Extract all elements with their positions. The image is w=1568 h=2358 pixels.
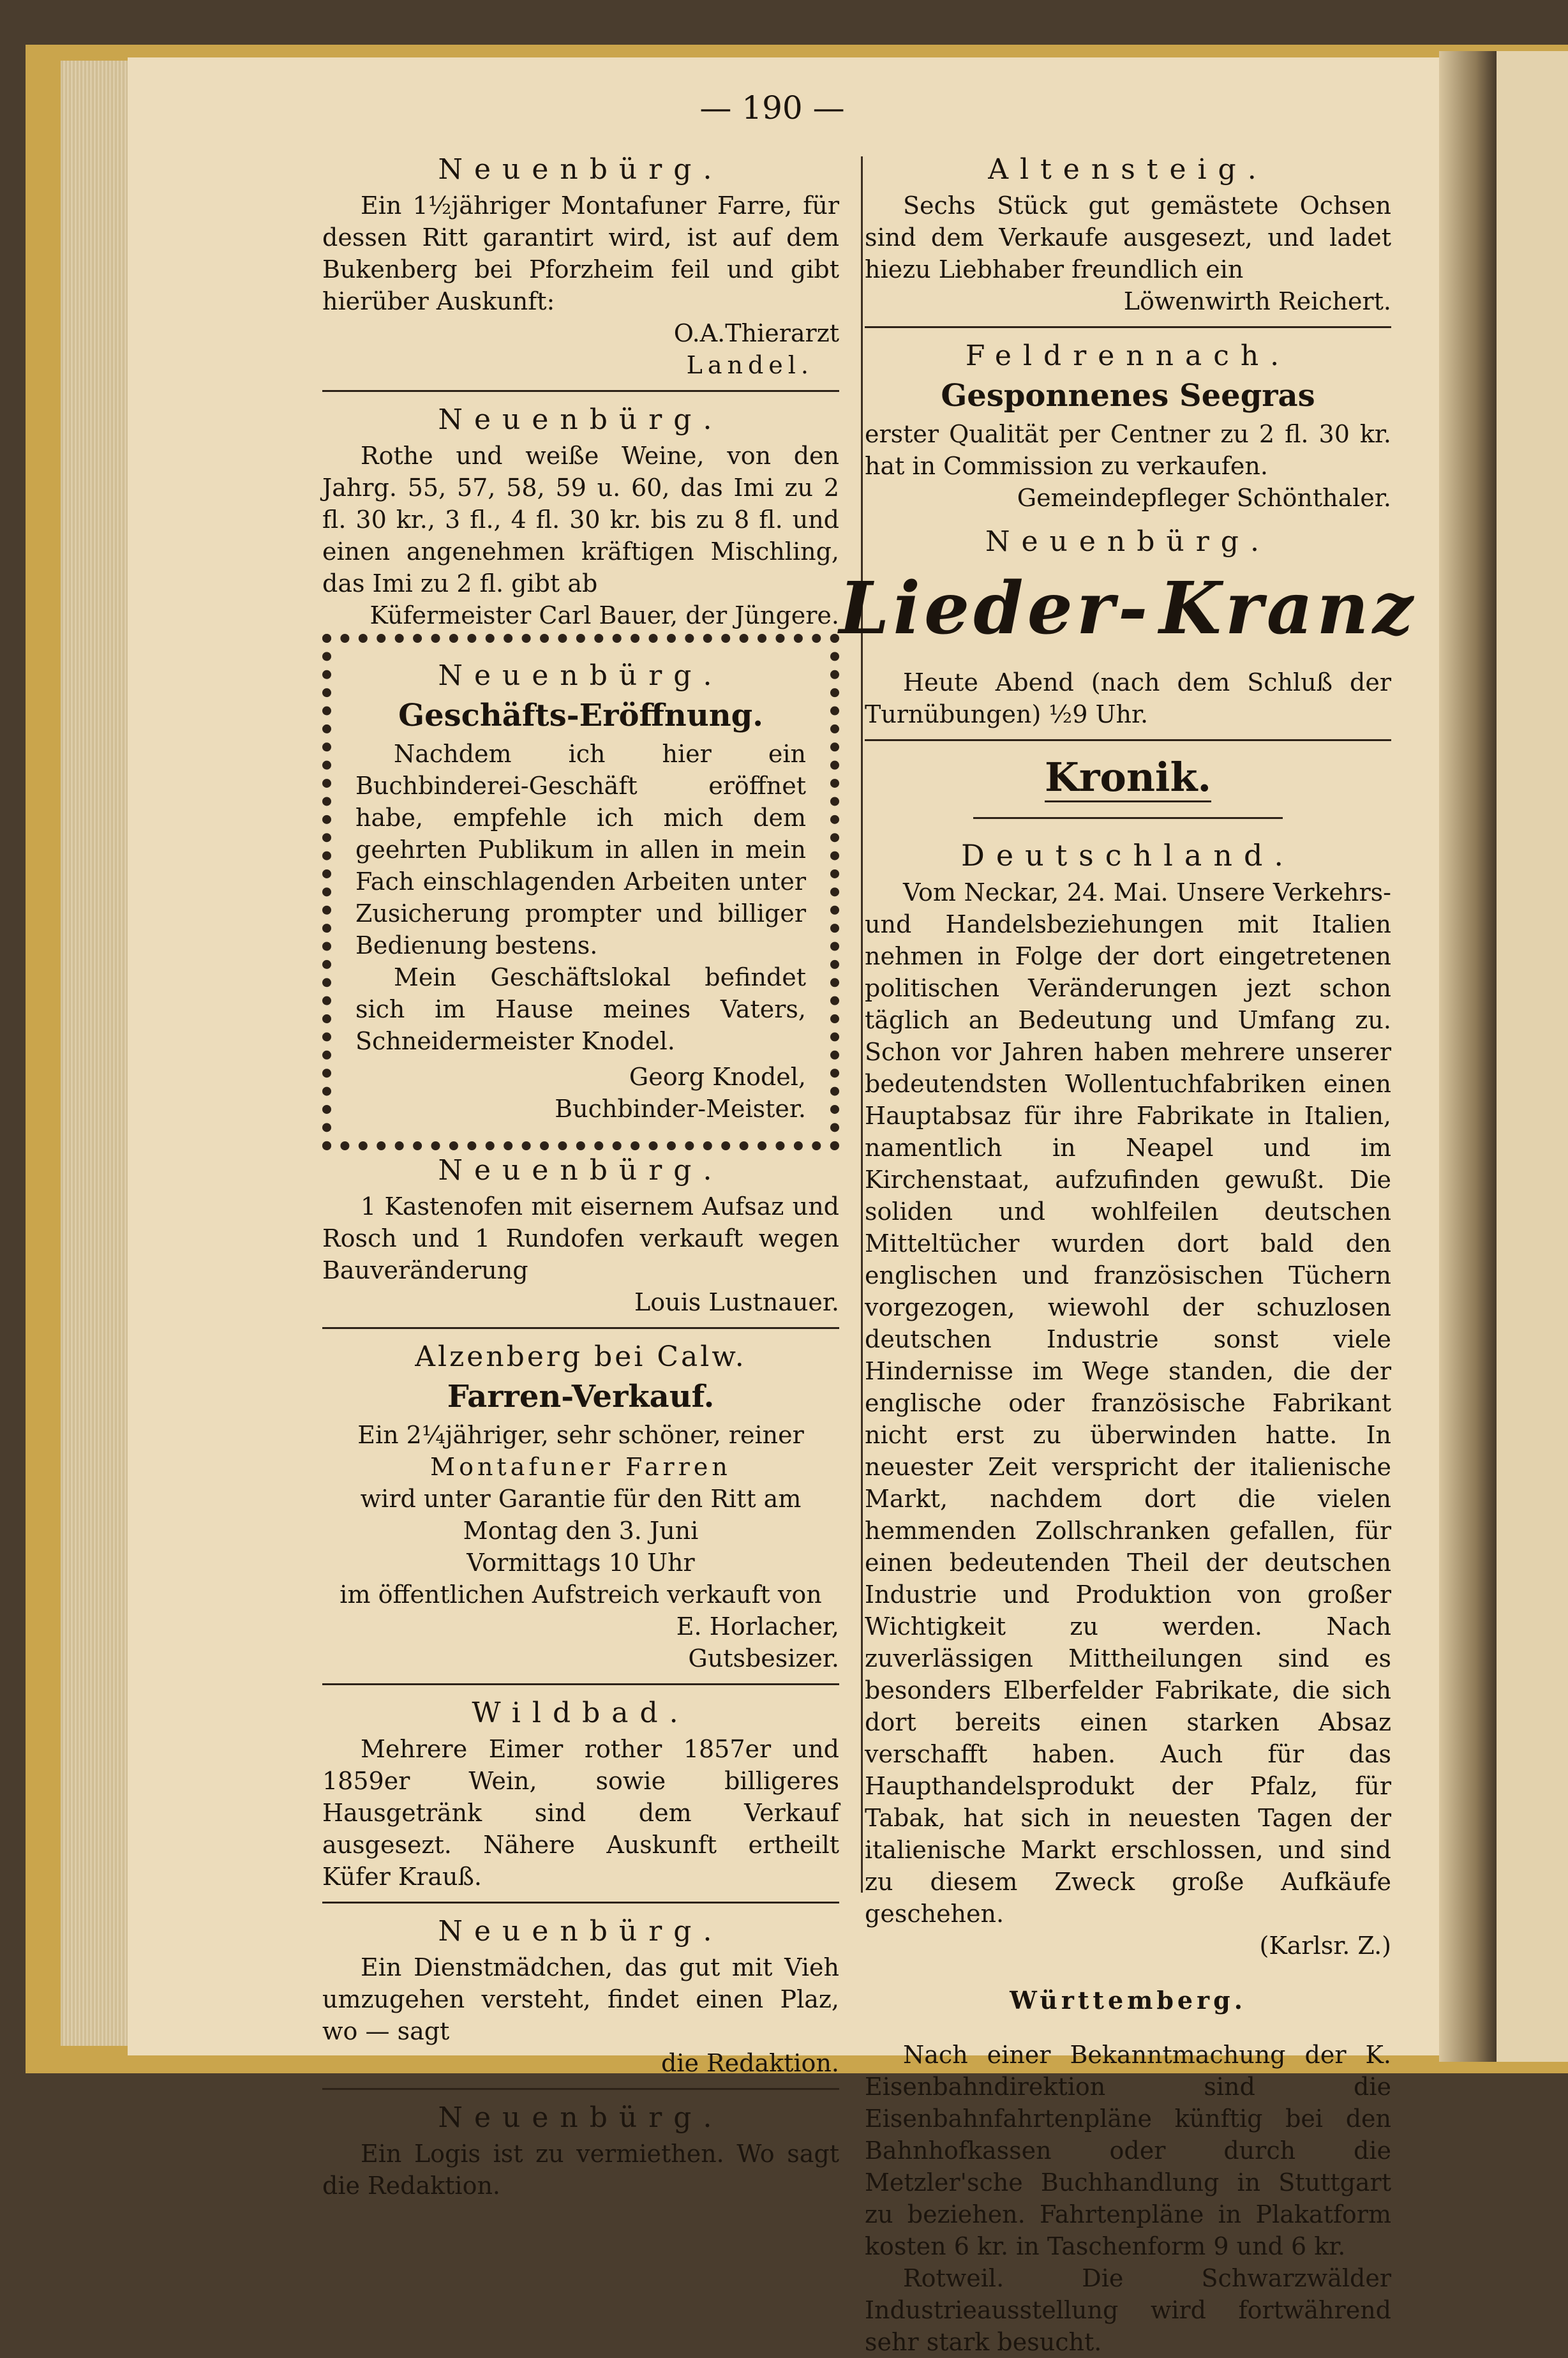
column-divider [861, 156, 863, 1893]
liederkranz-word-right: Kranz [1159, 567, 1417, 650]
ad-line: wird unter Garantie für den Ritt am [360, 1485, 802, 1513]
separator-rule [322, 1683, 839, 1685]
ad-line: Montag den 3. Juni [463, 1517, 699, 1545]
ad-place: Neuenbürg. [438, 403, 724, 436]
ad-text: Ein Dienstmädchen, das gut mit Vieh umzugehen versteht, findet einen Plaz, wo — sagt [322, 1953, 839, 2045]
separator-rule [865, 326, 1391, 328]
ad-weine [322, 403, 839, 631]
separator-rule [865, 739, 1391, 741]
ad-signature: E. Horlacher, [676, 1612, 839, 1641]
separator-rule [322, 390, 839, 392]
ad-headline: Gesponnenes Seegras [941, 378, 1315, 414]
ad-text: Ein Logis ist zu vermiethen. Wo sagt die Redaktion. [322, 2140, 839, 2200]
ad-signature: Gemeindepfleger Schönthaler. [1017, 484, 1391, 512]
ad-text: Nachdem ich hier ein Buchbinderei-Geschäft eröffnet habe, empfehle ich mich dem geehrten Publikum in allen in mein Fach einschlagenden Arbeiten unter Zusicherung prompter und billiger Bedienung bestens. [355, 740, 806, 959]
ad-headline: Farren-Verkauf. [447, 1379, 715, 1415]
separator-rule-short [973, 817, 1283, 819]
ad-place: Neuenbürg. [985, 525, 1271, 558]
right-column [839, 153, 1417, 2358]
ad-signature: die Redaktion. [661, 2049, 839, 2077]
ad-signature: Buchbinder-Meister. [555, 1095, 806, 1123]
ad-place: Neuenbürg. [438, 1915, 724, 1948]
ad-dienstmaedchen [322, 1915, 839, 2079]
left-column [322, 153, 839, 2202]
ad-liederkranz [839, 525, 1417, 730]
kronik-title [865, 754, 1391, 800]
news-paragraph: Vom Neckar, 24. Mai. Unsere Verkehrs- und Handelsbeziehungen mit Italien nehmen in Folge der dort eingetretenen politischen Veränderungen jezt schon täglich an Bedeutung und Umfang zu. Schon vor Jahren haben mehrere unserer bedeutendsten Wollentuchfabriken einen Hauptabsaz für ihre Fabrikate in Italien, namentlich in Neapel und im Kirchenstaat, aufzufinden gewußt. Die soliden und wohlfeilen deutschen Mitteltücher wurden dort bald den englischen und französischen Tüchern vorgezogen, wiewohl der schuzlosen deutschen Industrie sonst viele Hindernisse im Wege standen, die der englische oder französische Fabrikant nicht erst zu überwinden hatte. In neuester Zeit verspricht der italienische Markt, nachdem dort die vielen hemmenden Zollschranken gefallen, für einen bedeutenden Theil der deutschen Industrie und Produktion von großer Wichtigkeit zu werden. Nach zuverlässigen Mittheilungen sind es besonders Elberfelder Fabrikate, die sich dort bereits einen starken Absaz verschafft haben. Auch für das Haupthandelsprodukt der Pfalz, für Tabak, hat sich in neuesten Tagen der italienische Markt erschlossen, und sind zu diesem Zweck große Aufkäufe geschehen. [865, 878, 1391, 1928]
ad-place: Altensteig. [988, 153, 1268, 186]
next-page-edge [1497, 51, 1568, 2062]
ad-logis [322, 2101, 839, 2202]
ad-seegras [865, 340, 1391, 514]
subsection-heading: Württemberg. [1010, 1986, 1246, 2015]
ad-text: erster Qualität per Centner zu 2 fl. 30 kr. hat in Commission zu verkaufen. [865, 420, 1391, 480]
liederkranz-word-left: Lieder- [839, 567, 1152, 650]
ad-text: Ein 1½jähriger Montafuner Farre, für dessen Ritt garantirt wird, ist auf dem Bukenberg bei Pforzheim feil und gibt hierüber Auskunft: [322, 191, 839, 315]
ad-place: Neuenbürg. [438, 659, 724, 692]
news-paragraph: Nach einer Bekanntmachung der K. Eisenbahndirektion sind die Eisenbahnfahrtenpläne künftig bei den Bahnhofkassen oder durch die Metzler'sche Buchhandlung in Stuttgart zu beziehen. Fahrtenpläne in Plakatform kosten 6 kr. in Taschenform 9 und 6 kr. [865, 2041, 1391, 2260]
ad-headline: Geschäfts-Eröffnung. [398, 698, 763, 733]
ad-signature [322, 349, 839, 381]
ad-signature: Küfermeister Carl Bauer, der Jüngere. [370, 601, 839, 629]
ad-ochsen [865, 153, 1391, 317]
ad-text: Rothe und weiße Weine, von den Jahrg. 55, 57, 58, 59 u. 60, das Imi zu 2 fl. 30 kr., 3 fl., 4 fl. 30 kr. bis zu 8 fl. und einen angenehmen kräftigen Mischling, das Imi zu 2 fl. gibt ab [322, 442, 839, 597]
ad-signature: Gutsbesizer. [688, 1644, 839, 1672]
ad-geschaefts-eroeffnung [322, 634, 839, 1150]
separator-rule [322, 1902, 839, 1904]
ad-place: Alzenberg bei Calw. [415, 1340, 747, 1373]
ad-farre-neuenbuerg [322, 153, 839, 381]
ad-signature: O.A.Thierarzt [673, 319, 839, 347]
ad-line: Ein 2¼jähriger, sehr schöner, reiner [357, 1421, 804, 1449]
ad-place: Neuenbürg. [438, 1154, 724, 1187]
ad-place: Feldrennach. [965, 340, 1291, 372]
ad-text: Heute Abend (nach dem Schluß der Turnübungen) ½9 Uhr. [865, 668, 1391, 728]
ad-text: Sechs Stück gut gemästete Ochsen sind dem Verkaufe ausgesezt, und ladet hiezu Liebhaber freundlich ein [865, 191, 1391, 283]
section-heading: Deutschland. [960, 838, 1295, 873]
ad-text: Mehrere Eimer rother 1857er und 1859er Wein, sowie billigeres Hausgetränk sind dem Verkauf ausgesezt. Nähere Auskunft ertheilt Küfer Krauß. [322, 1735, 839, 1891]
ad-line: Montafuner Farren [430, 1453, 731, 1481]
news-source: (Karlsr. Z.) [1259, 1932, 1391, 1960]
ad-line: Vormittags 10 Uhr [467, 1549, 695, 1577]
ad-kastenofen [322, 1154, 839, 1318]
ad-place: Neuenbürg. [438, 153, 724, 186]
ad-signature: Georg Knodel, [629, 1063, 806, 1091]
separator-rule [322, 2088, 839, 2090]
ad-signature-name: Landel. [686, 351, 814, 379]
book-gutter [1439, 51, 1500, 2062]
separator-rule [322, 1327, 839, 1329]
ad-farren-verkauf [322, 1340, 839, 1674]
ad-signature: Löwenwirth Reichert. [1123, 287, 1391, 315]
page-edges [61, 61, 137, 2046]
liederkranz-title [839, 564, 1417, 654]
news-paragraph: Rotweil. Die Schwarzwälder Industrieausstellung wird fortwährend sehr stark besucht. [865, 2264, 1391, 2356]
ad-place: Neuenbürg. [438, 2101, 724, 2134]
ad-line: im öffentlichen Aufstreich verkauft von [340, 1581, 822, 1609]
ad-text: 1 Kastenofen mit eisernem Aufsaz und Rosch und 1 Rundofen verkauft wegen Bauveränderung [322, 1192, 839, 1284]
kronik-title-text: Kronik. [1045, 754, 1211, 802]
page-number: — 190 — [699, 89, 845, 126]
ad-wildbad-wein [322, 1697, 839, 1893]
ad-place: Wildbad. [472, 1697, 690, 1729]
ad-text: Mein Geschäftslokal befindet sich im Hause meines Vaters, Schneidermeister Knodel. [355, 963, 806, 1055]
ad-signature: Louis Lustnauer. [634, 1288, 839, 1316]
